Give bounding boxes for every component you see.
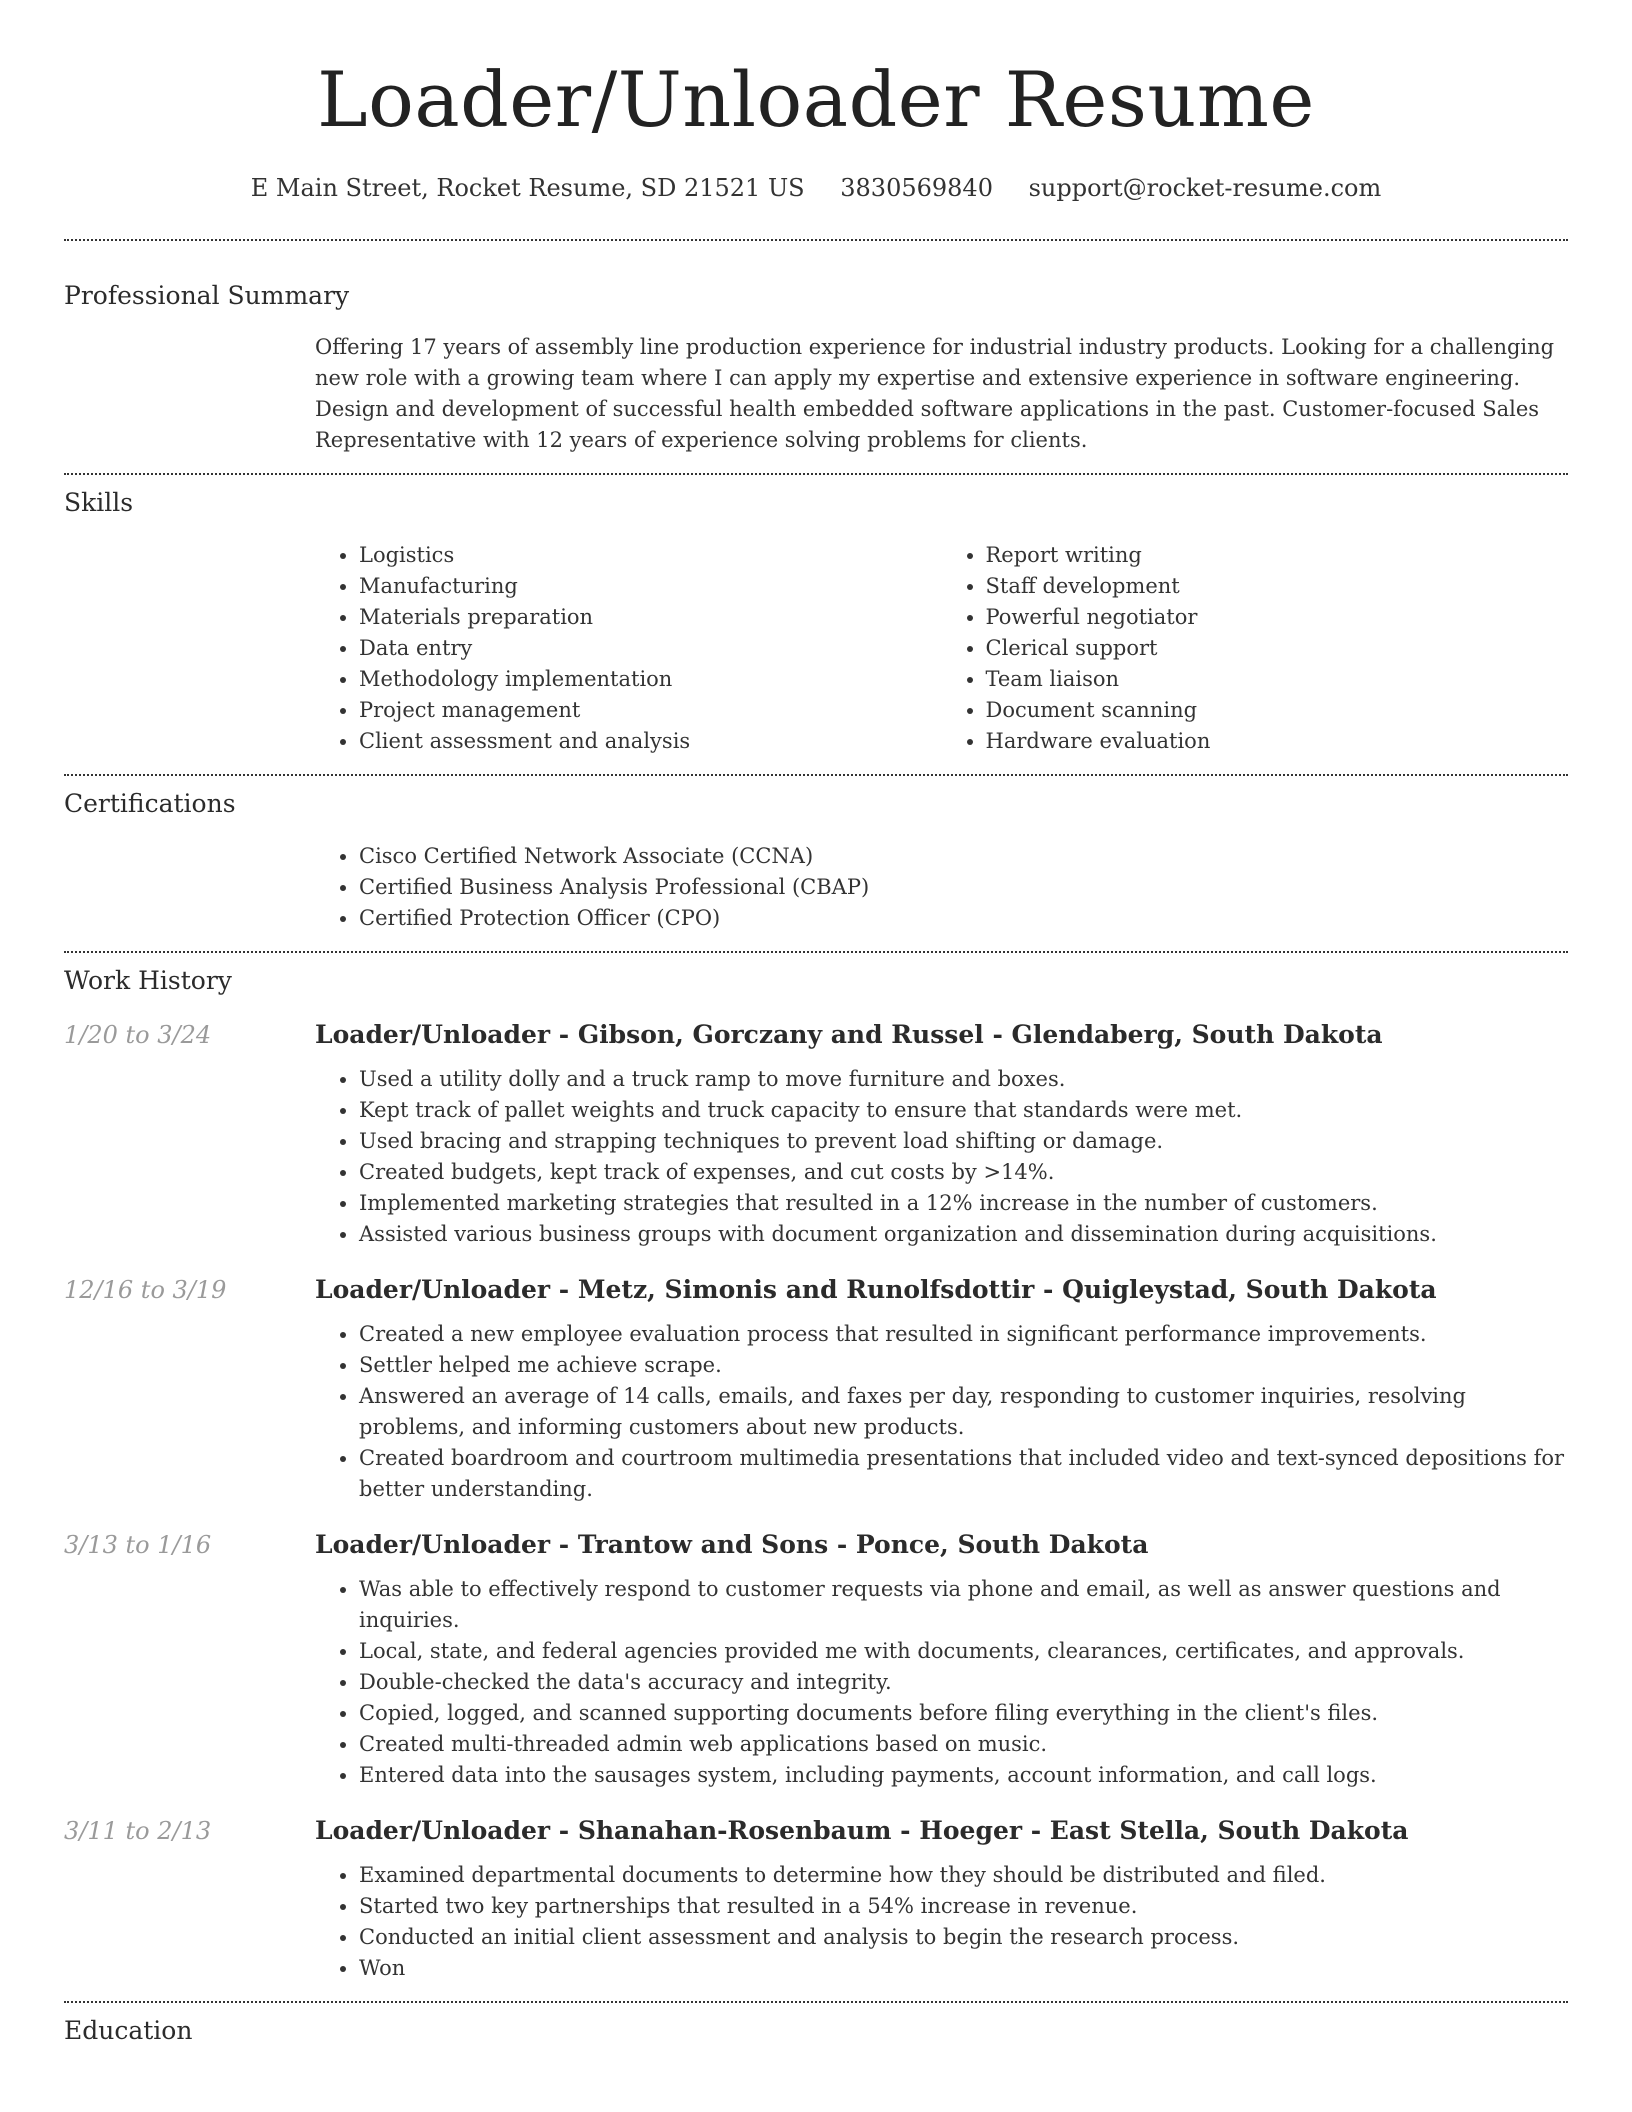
- list-item: • Created boardroom and courtroom multimedia presentations that included video and text-synced depositions for better understanding.: [359, 1443, 1568, 1505]
- list-item: • Was able to effectively respond to customer requests via phone and email, as well as answer questions and inquiries.: [359, 1574, 1568, 1636]
- contact-phone: 3830569840: [840, 174, 993, 202]
- job-dates: 3/11 to 2/13: [64, 1817, 212, 1845]
- list-item: • Client assessment and analysis: [359, 726, 942, 757]
- skills-heading: Skills: [64, 488, 134, 517]
- job-title: Loader/Unloader - Metz, Simonis and Runolfsdottir - Quigleystad, South Dakota: [315, 1275, 1437, 1304]
- skills-list-right: [942, 540, 1569, 757]
- list-item: • Conducted an initial client assessment and analysis to begin the research process.: [359, 1922, 1568, 1953]
- list-item: • Double-checked the data's accuracy and integrity.: [359, 1667, 1568, 1698]
- job-title: Loader/Unloader - Gibson, Gorczany and Russel - Glendaberg, South Dakota: [315, 1020, 1383, 1049]
- job-entry: [64, 1273, 1568, 1505]
- resume-page: [64, 0, 1568, 2048]
- list-item: • Report writing: [986, 540, 1569, 571]
- list-item: • Settler helped me achieve scrape.: [359, 1350, 1568, 1381]
- contact-email: support@rocket-resume.com: [1028, 174, 1382, 202]
- list-item: • Certified Protection Officer (CPO): [359, 903, 1568, 934]
- list-item: • Hardware evaluation: [986, 726, 1569, 757]
- contact-address: E Main Street, Rocket Resume, SD 21521 US: [250, 174, 805, 202]
- job-bullets: [315, 1319, 1568, 1505]
- education-heading: Education: [64, 2016, 193, 2045]
- resume-title: Loader/Unloader Resume: [317, 55, 1315, 144]
- list-item: • Data entry: [359, 633, 942, 664]
- list-item: • Team liaison: [986, 664, 1569, 695]
- list-item: • Certified Business Analysis Professional (CBAP): [359, 872, 1568, 903]
- job-bullets: [315, 1574, 1568, 1791]
- list-item: • Local, state, and federal agencies provided me with documents, clearances, certificates, and approvals.: [359, 1636, 1568, 1667]
- summary-text: Offering 17 years of assembly line production experience for industrial industry products. Looking for a challenging new role with a growing team where I can apply my expertise and extensive experience in software engineering. Design and development of successful health embedded software applications in the past. Customer-focused Sales Representative with 12 years of experience solving problems for clients.: [315, 335, 1555, 452]
- job-entry: [64, 1018, 1568, 1250]
- list-item: • Created a new employee evaluation process that resulted in significant performance improvements.: [359, 1319, 1568, 1350]
- work-history-section: [64, 953, 1568, 1984]
- list-item: • Started two key partnerships that resulted in a 54% increase in revenue.: [359, 1891, 1568, 1922]
- list-item: • Examined departmental documents to determine how they should be distributed and filed.: [359, 1860, 1568, 1891]
- job-title: Loader/Unloader - Trantow and Sons - Ponce, South Dakota: [315, 1530, 1149, 1559]
- skills-section: [64, 475, 1568, 757]
- work-history-heading: Work History: [64, 966, 232, 995]
- summary-section: [64, 241, 1568, 456]
- list-item: • Copied, logged, and scanned supporting documents before filing everything in the client's files.: [359, 1698, 1568, 1729]
- list-item: • Entered data into the sausages system, including payments, account information, and call logs.: [359, 1760, 1568, 1791]
- list-item: • Assisted various business groups with document organization and dissemination during acquisitions.: [359, 1219, 1568, 1250]
- skills-list-left: [315, 540, 942, 757]
- list-item: • Materials preparation: [359, 602, 942, 633]
- certifications-list: [315, 841, 1568, 934]
- job-dates: 12/16 to 3/19: [64, 1276, 227, 1304]
- list-item: • Created multi-threaded admin web applications based on music.: [359, 1729, 1568, 1760]
- certifications-heading: Certifications: [64, 789, 236, 818]
- job-entry: [64, 1814, 1568, 1984]
- list-item: • Implemented marketing strategies that resulted in a 12% increase in the number of customers.: [359, 1188, 1568, 1219]
- job-title: Loader/Unloader - Shanahan-Rosenbaum - Hoeger - East Stella, South Dakota: [315, 1816, 1409, 1845]
- list-item: • Project management: [359, 695, 942, 726]
- job-bullets: [315, 1860, 1568, 1984]
- list-item: • Cisco Certified Network Associate (CCNA): [359, 841, 1568, 872]
- list-item: • Used a utility dolly and a truck ramp to move furniture and boxes.: [359, 1064, 1568, 1095]
- list-item: • Used bracing and strapping techniques to prevent load shifting or damage.: [359, 1126, 1568, 1157]
- list-item: • Clerical support: [986, 633, 1569, 664]
- list-item: • Staff development: [986, 571, 1569, 602]
- list-item: • Answered an average of 14 calls, emails, and faxes per day, responding to customer inquiries, resolving problems, and informing customers about new products.: [359, 1381, 1568, 1443]
- job-bullets: [315, 1064, 1568, 1250]
- job-entry: [64, 1528, 1568, 1791]
- list-item: • Powerful negotiator: [986, 602, 1569, 633]
- list-item: • Manufacturing: [359, 571, 942, 602]
- list-item: • Kept track of pallet weights and truck capacity to ensure that standards were met.: [359, 1095, 1568, 1126]
- certifications-section: [64, 776, 1568, 934]
- education-section: [64, 2003, 1568, 2048]
- job-dates: 1/20 to 3/24: [64, 1021, 212, 1049]
- list-item: • Created budgets, kept track of expenses, and cut costs by >14%.: [359, 1157, 1568, 1188]
- list-item: • Document scanning: [986, 695, 1569, 726]
- contact-line: [64, 172, 1568, 204]
- list-item: • Methodology implementation: [359, 664, 942, 695]
- job-dates: 3/13 to 1/16: [64, 1531, 212, 1559]
- list-item: • Won: [359, 1953, 1568, 1984]
- summary-heading: Professional Summary: [64, 281, 350, 310]
- list-item: • Logistics: [359, 540, 942, 571]
